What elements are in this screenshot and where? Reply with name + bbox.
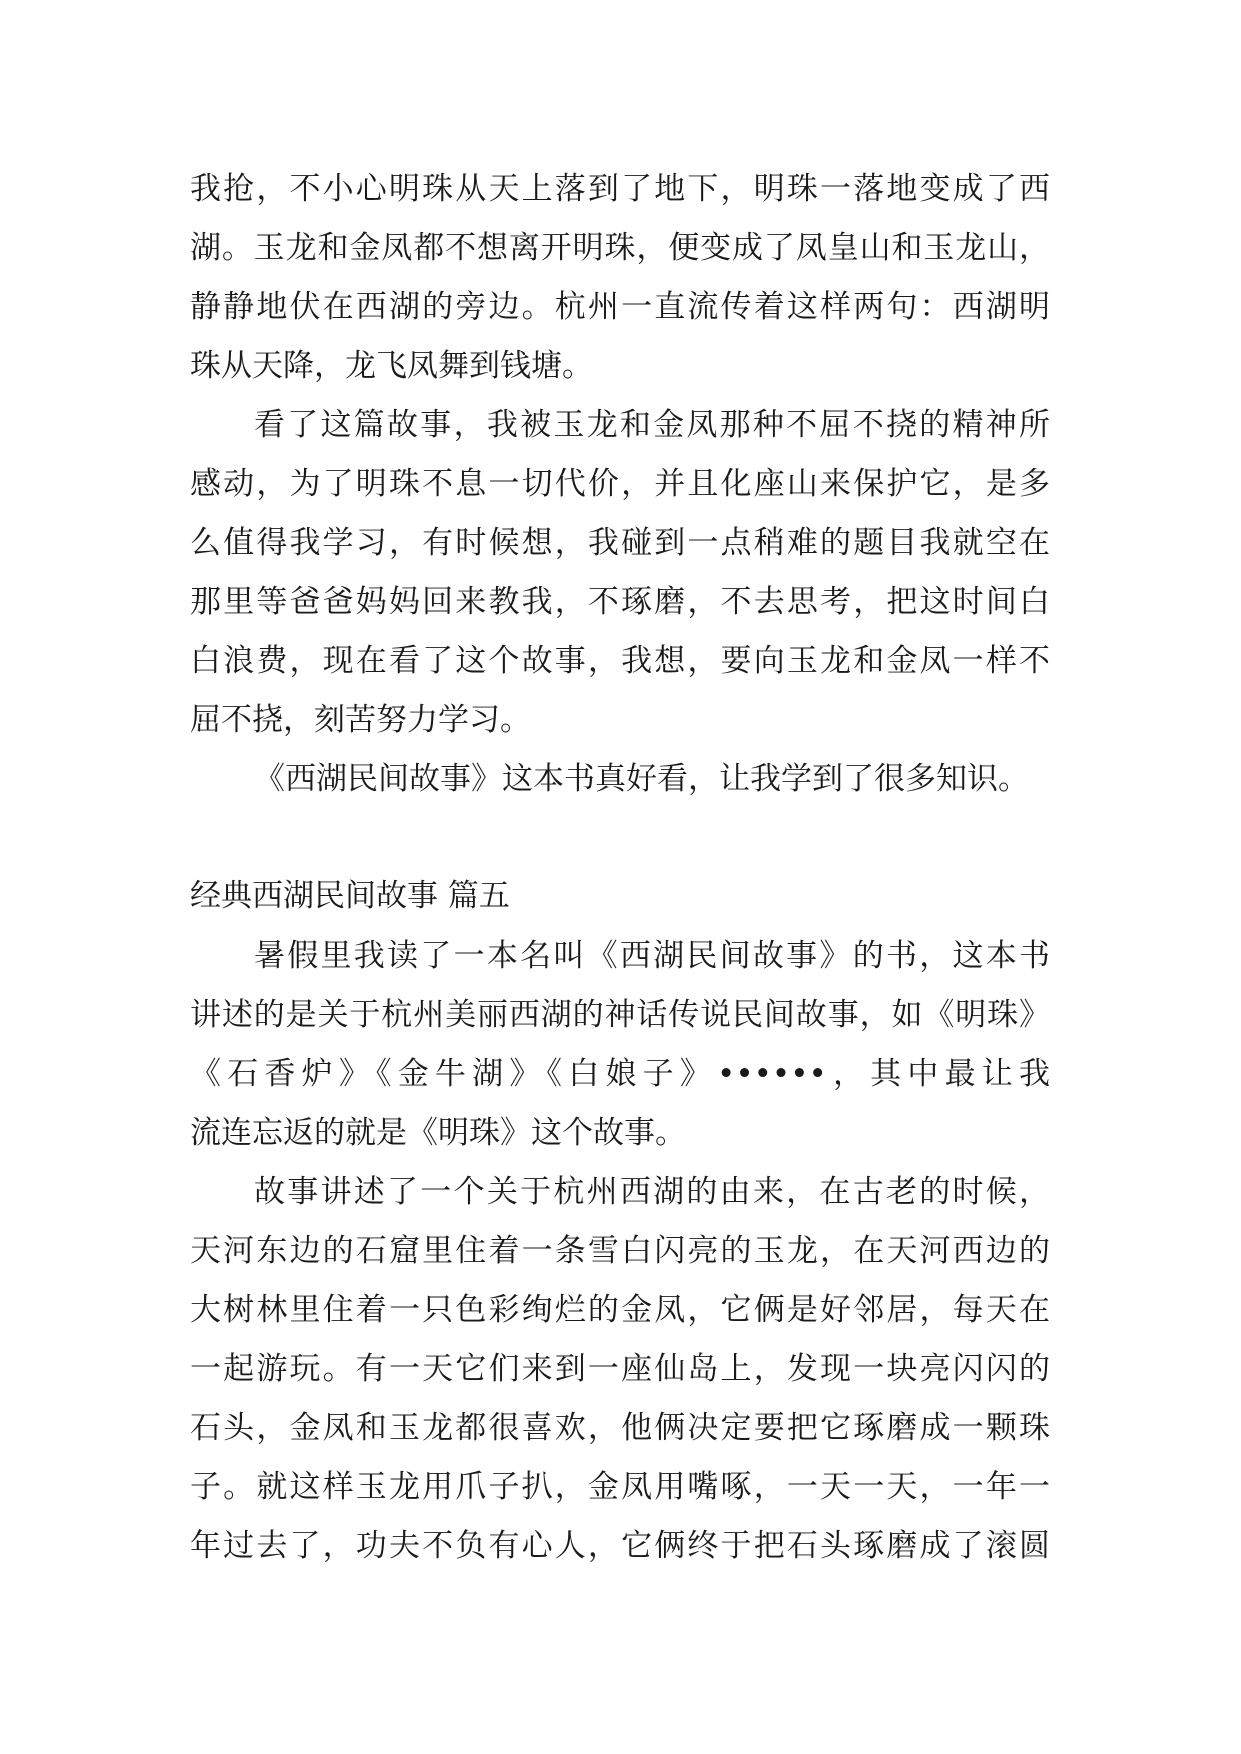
text-line: 静静地伏在西湖的旁边。杭州一直流传着这样两句：西湖明 — [190, 289, 1050, 325]
text-line: 屈不挠，刻苦努力学习。 — [190, 702, 531, 738]
paragraph — [190, 750, 1050, 809]
paragraph — [190, 927, 1050, 1163]
text-line: 《石香炉》《金牛湖》《白娘子》••••••，其中最让我 — [190, 1056, 1050, 1092]
text-line: 暑假里我读了一本名叫《西湖民间故事》的书，这本书 — [254, 938, 1050, 974]
text-line: 天河东边的石窟里住着一条雪白闪亮的玉龙，在天河西边的 — [190, 1233, 1050, 1269]
paragraph — [190, 396, 1050, 750]
text-line: 湖。玉龙和金凤都不想离开明珠，便变成了凤皇山和玉龙山， — [190, 230, 1050, 266]
text-line: 珠从天降，龙飞凤舞到钱塘。 — [190, 348, 593, 384]
paragraph — [190, 1163, 1050, 1576]
text-line: 故事讲述了一个关于杭州西湖的由来，在古老的时候， — [254, 1174, 1050, 1210]
text-line: 感动，为了明珠不息一切代价，并且化座山来保护它，是多 — [190, 466, 1050, 502]
section-heading: 经典西湖民间故事 篇五 — [190, 878, 510, 914]
text-line: 《西湖民间故事》这本书真好看，让我学到了很多知识。 — [254, 761, 1029, 797]
text-line: 么值得我学习，有时候想，我碰到一点稍难的题目我就空在 — [190, 525, 1050, 561]
text-line: 一起游玩。有一天它们来到一座仙岛上，发现一块亮闪闪的 — [190, 1351, 1050, 1387]
text-line: 年过去了，功夫不负有心人，它俩终于把石头琢磨成了滚圆 — [190, 1528, 1050, 1564]
text-line: 那里等爸爸妈妈回来教我，不琢磨，不去思考，把这时间白 — [190, 584, 1050, 620]
text-line: 讲述的是关于杭州美丽西湖的神话传说民间故事，如《明珠》 — [190, 997, 1050, 1033]
text-line: 子。就这样玉龙用爪子扒，金凤用嘴啄，一天一天，一年一 — [190, 1469, 1050, 1505]
text-line: 大树林里住着一只色彩绚烂的金凤，它俩是好邻居，每天在 — [190, 1292, 1050, 1328]
document-body — [190, 160, 1050, 1576]
text-line: 石头，金凤和玉龙都很喜欢，他俩决定要把它琢磨成一颗珠 — [190, 1410, 1050, 1446]
paragraph — [190, 160, 1050, 396]
text-line: 看了这篇故事，我被玉龙和金凤那种不屈不挠的精神所 — [254, 407, 1050, 443]
text-line: 白浪费，现在看了这个故事，我想，要向玉龙和金凤一样不 — [190, 643, 1050, 679]
text-line: 我抢，不小心明珠从天上落到了地下，明珠一落地变成了西 — [190, 171, 1050, 207]
section-gap — [190, 809, 1050, 865]
text-line: 流连忘返的就是《明珠》这个故事。 — [190, 1115, 686, 1151]
